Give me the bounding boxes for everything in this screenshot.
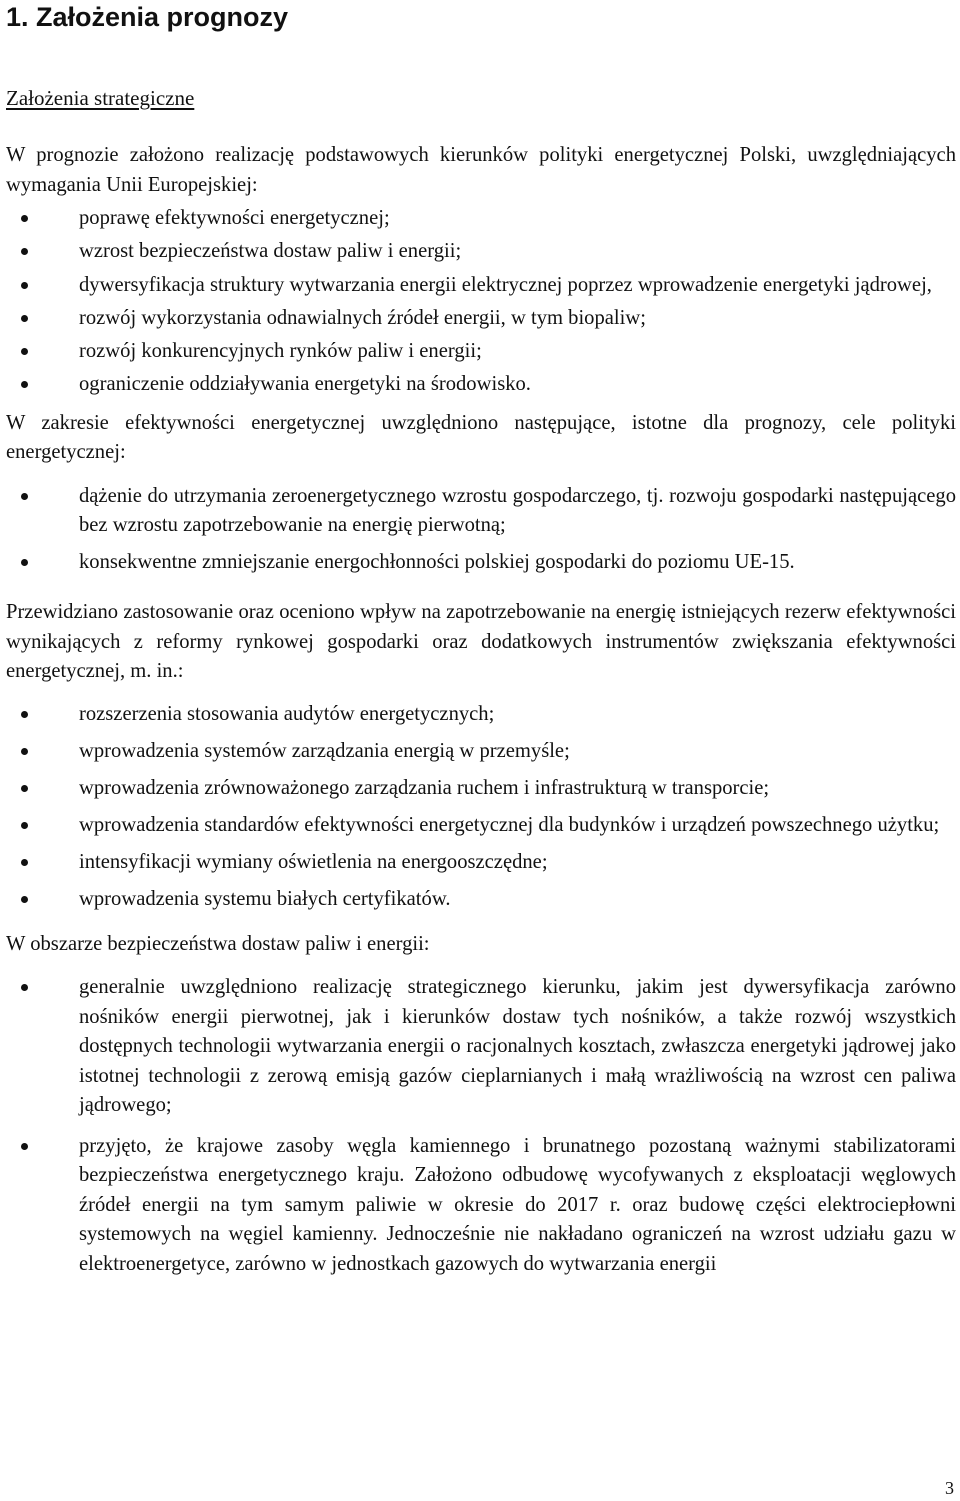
list-item: intensyfikacji wymiany oświetlenia na energooszczędne; [6,848,956,878]
list-item: wzrost bezpieczeństwa dostaw paliw i energii; [6,237,956,267]
subheading: Założenia strategiczne [6,86,195,110]
reserves-paragraph: Przewidziano zastosowanie oraz oceniono wpływ na zapotrzebowanie na energię istniejących rezerw efektywności wynikających z reformy rynkowej gospodarki oraz dodatkowych instrumentów zwiększania efektywności energetycznej, m. in.: [6,601,956,683]
body-text [6,141,956,1290]
efficiency-goals-list [6,482,956,578]
page-number: 3 [945,1478,954,1498]
list-item: ograniczenie oddziaływania energetyki na środowisko. [6,370,956,400]
security-paragraph: W obszarze bezpieczeństwa dostaw paliw i energii: [6,932,430,955]
list-item: przyjęto, że krajowe zasoby węgla kamiennego i brunatnego pozostaną ważnymi stabilizatorami bezpieczeństwa energetycznego kraju. Założono odbudowę wycofywanych z eksploatacji węglowych źródeł energii na tym samym paliwie w okresie do 2017 r. oraz budowę części elektrociepłowni systemowych na węgiel kamienny. Jednocześnie nie nakładano ograniczeń na wzrost udziału gazu w elektroenergetyce, zarówno w jednostkach gazowych do wytwarzania energii [6,1132,956,1280]
list-item: generalnie uwzględniono realizację strategicznego kierunku, jakim jest dywersyfikacja zarówno nośników energii pierwotnej, jak i kierunków dostaw tych nośników, a także rozwój wszystkich dostępnych technologii wytwarzania energii o racjonalnych kosztach, zwłaszcza energetyki jądrowej jako istotnej technologii z zerową emisją gazów cieplarnianych i małą wrażliwością na wzrost cen paliwa jądrowego; [6,973,956,1121]
policy-directions-list [6,204,956,400]
list-item: poprawę efektywności energetycznej; [6,204,956,234]
list-item: wprowadzenia systemów zarządzania energią w przemyśle; [6,737,956,767]
list-item: dążenie do utrzymania zeroenergetycznego wzrostu gospodarczego, tj. rozwoju gospodarki następującego bez wzrostu zapotrzebowanie na energię pierwotną; [6,482,956,541]
list-item: dywersyfikacja struktury wytwarzania energii elektrycznej poprzez wprowadzenie energetyki jądrowej, [6,271,956,301]
security-list [6,973,956,1279]
list-item: rozszerzenia stosowania audytów energetycznych; [6,700,956,730]
list-item: konsekwentne zmniejszanie energochłonności polskiej gospodarki do poziomu UE-15. [6,548,956,578]
list-item: wprowadzenia zrównoważonego zarządzania ruchem i infrastrukturą w transporcie; [6,774,956,804]
list-item: rozwój konkurencyjnych rynków paliw i energii; [6,337,956,367]
list-item: rozwój wykorzystania odnawialnych źródeł energii, w tym biopaliw; [6,304,956,334]
instruments-list [6,700,956,915]
list-item: wprowadzenia systemu białych certyfikatów. [6,885,956,915]
list-item: wprowadzenia standardów efektywności energetycznej dla budynków i urządzeń powszechnego użytku; [6,811,956,841]
efficiency-paragraph: W zakresie efektywności energetycznej uwzględniono następujące, istotne dla prognozy, cele polityki energetycznej: [6,411,956,464]
intro-paragraph: W prognozie założono realizację podstawowych kierunków polityki energetycznej Polski, uwzględniających wymagania Unii Europejskiej: [6,144,956,196]
section-heading: 1. Założenia prognozy [6,2,289,32]
